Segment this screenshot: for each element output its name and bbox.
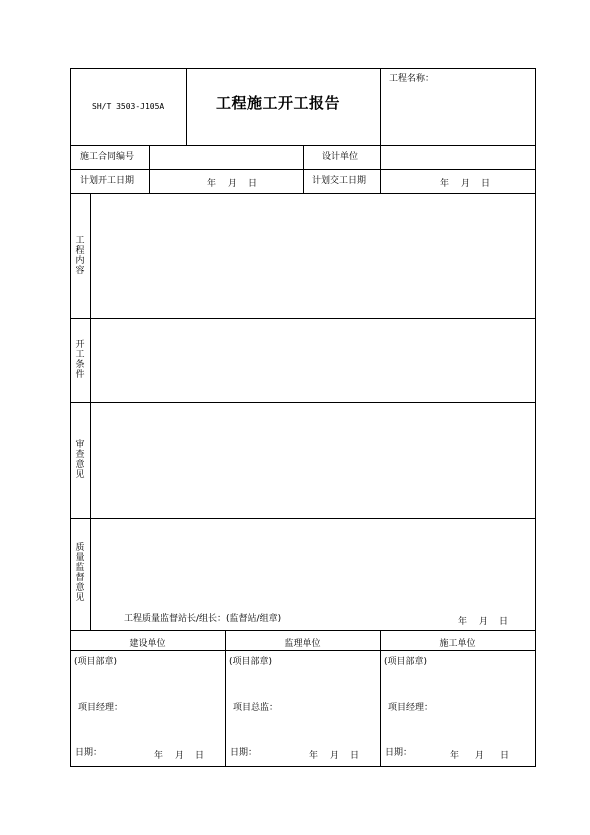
header-divider-1 xyxy=(186,68,187,145)
construction-month: 月 xyxy=(175,751,185,761)
construction-date-label: 日期： xyxy=(75,748,103,758)
quality-day: 日 xyxy=(499,617,509,627)
section-3-bottom xyxy=(70,518,536,519)
planned-handover-year: 年 xyxy=(440,179,450,189)
contractor-date-label: 日期： xyxy=(385,748,413,758)
standard-code: SH/T 3503-J105A xyxy=(92,102,165,111)
planned-start-year: 年 xyxy=(207,179,217,189)
contractor-pm-label: 项目经理： xyxy=(388,703,434,713)
supervision-day: 日 xyxy=(350,751,360,761)
info-divider-b xyxy=(303,145,304,193)
section-2-bottom xyxy=(70,402,536,403)
quality-supervision-label: 质 量 监 督 意 见 xyxy=(75,543,85,603)
planned-handover-label: 计划交工日期 xyxy=(312,176,367,186)
supervision-chief-label: 项目总监： xyxy=(233,703,279,713)
contractor-seal: (项目部章) xyxy=(384,657,428,667)
frame-left xyxy=(70,68,71,766)
supervision-month: 月 xyxy=(330,751,340,761)
contractor-day: 日 xyxy=(500,751,510,761)
supervision-unit-label: 监理单位 xyxy=(284,639,321,649)
planned-handover-day: 日 xyxy=(481,179,491,189)
supervision-seal: (项目部章) xyxy=(229,657,273,667)
project-name-label: 工程名称： xyxy=(389,74,435,84)
quality-year: 年 xyxy=(458,617,468,627)
review-opinion-label: 审 查 意 见 xyxy=(75,440,85,480)
planned-start-month: 月 xyxy=(228,179,238,189)
planned-start-day: 日 xyxy=(248,179,258,189)
section-4-bottom xyxy=(70,630,536,631)
construction-pm-label: 项目经理： xyxy=(78,703,124,713)
quality-signature-label: 工程质量监督站长/组长：(监督站/组章) xyxy=(124,614,282,624)
header-divider-2 xyxy=(380,68,381,145)
info-divider-a xyxy=(149,145,150,193)
contractor-month: 月 xyxy=(475,751,485,761)
frame-top xyxy=(70,68,536,69)
design-unit-label: 设计单位 xyxy=(322,152,359,162)
work-content-label: 工 程 内 容 xyxy=(75,236,85,276)
planned-handover-month: 月 xyxy=(461,179,471,189)
construction-seal: (项目部章) xyxy=(74,657,118,667)
page-title: 工程施工开工报告 xyxy=(216,94,341,112)
frame-right xyxy=(535,68,536,766)
section-1-bottom xyxy=(70,318,536,319)
contractor-unit-label: 施工单位 xyxy=(439,639,476,649)
supervision-year: 年 xyxy=(309,751,319,761)
contract-no-label: 施工合同编号 xyxy=(80,152,135,162)
contractor-year: 年 xyxy=(450,751,460,761)
start-conditions-label: 开 工 条 件 xyxy=(75,340,85,380)
construction-year: 年 xyxy=(154,751,164,761)
section-label-divider xyxy=(90,193,91,630)
frame-bottom xyxy=(70,766,536,767)
party-header-bottom xyxy=(70,650,536,651)
planned-start-label: 计划开工日期 xyxy=(80,176,135,186)
construction-unit-label: 建设单位 xyxy=(129,639,166,649)
quality-month: 月 xyxy=(479,617,489,627)
info-divider-c xyxy=(380,145,381,193)
info-row-2-bottom xyxy=(70,193,536,194)
supervision-date-label: 日期： xyxy=(230,748,258,758)
construction-day: 日 xyxy=(195,751,205,761)
